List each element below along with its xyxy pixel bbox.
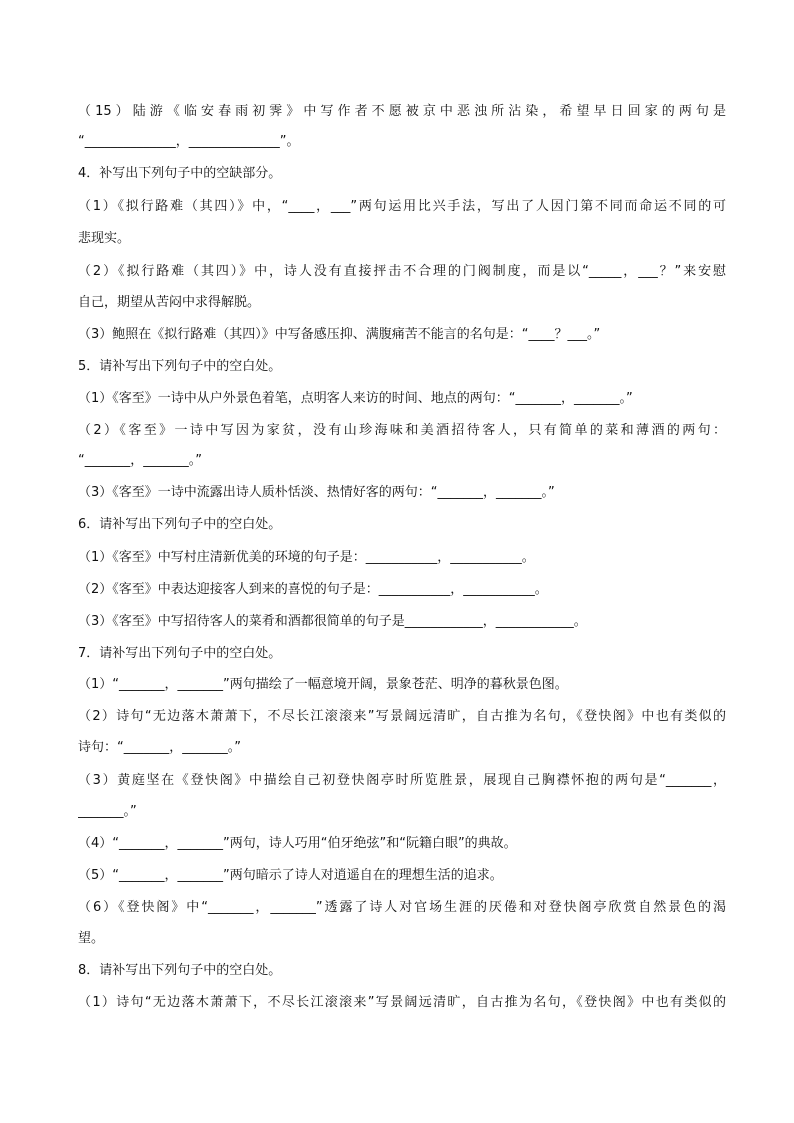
text-line: （1）《拟行路难（其四）》中，“____，___”两句运用比兴手法，写出了人因门第不同而命运不同的可	[78, 199, 726, 214]
text-line: （6）《登快阁》中“_______，_______”透露了诗人对官场生涯的厌倦和对登快阁亭欣赏自然景色的渴	[78, 900, 726, 915]
text-line: 7．请补写出下列句子中的空白处。	[78, 646, 282, 661]
text-line: 自己，期望从苦闷中求得解脱。	[78, 295, 261, 310]
text-line: 5．请补写出下列句子中的空白处。	[78, 359, 282, 374]
text-line: （15）陆游《临安春雨初霁》中写作者不愿被京中恶浊所沾染，希望早日回家的两句是	[78, 104, 726, 119]
text-line: （1）诗句“无边落木萧萧下，不尽长江滚滚来”写景阔远清旷，自古推为名句，《登快阁》中也有类似的	[78, 995, 726, 1010]
text-line: （1）《客至》中写村庄清新优美的环境的句子是：___________，___________。	[78, 550, 535, 565]
text-line: （3）鲍照在《拟行路难（其四）》中写备感压抑、满腹痛苦不能言的名句是：“____？___。”	[78, 327, 601, 342]
text-line: （1）“_______，_______”两句描绘了一幅意境开阔，景象苍茫、明净的暮秋景色图。	[78, 677, 568, 692]
text-line: 8．请补写出下列句子中的空白处。	[78, 963, 282, 978]
text-line: （3）黄庭坚在《登快阁》中描绘自己初登快阁亭时所览胜景，展现自己胸襟怀抱的两句是“_______，	[78, 773, 726, 788]
text-line: （1）《客至》一诗中从户外景色着笔，点明客人来访的时间、地点的两句：“_______，_______。”	[78, 391, 633, 406]
text-line: 望。	[78, 931, 105, 946]
text-line: 诗句：“_______，_______。”	[78, 740, 241, 755]
text-line: “_______，_______。”	[78, 453, 202, 468]
text-line: （3）《客至》一诗中流露出诗人质朴恬淡、热情好客的两句：“_______，_______。”	[78, 485, 555, 500]
text-line: “______________，______________”。	[78, 134, 300, 149]
text-line: （2）《拟行路难（其四）》中，诗人没有直接抨击不合理的门阀制度，而是以“_____，___？”来安慰	[78, 264, 726, 279]
text-line: 6．请补写出下列句子中的空白处。	[78, 517, 282, 532]
text-line: （4）“_______，_______”两句，诗人巧用“伯牙绝弦”和“阮籍白眼”的典故。	[78, 836, 517, 851]
text-line: （2）诗句“无边落木萧萧下，不尽长江滚滚来”写景阔远清旷，自古推为名句，《登快阁》中也有类似的	[78, 709, 726, 724]
text-line: _______。”	[78, 804, 137, 819]
text-line: （3）《客至》中写招待客人的菜肴和酒都很简单的句子是____________，____________。	[78, 614, 587, 629]
text-line: 4．补写出下列句子中的空缺部分。	[78, 166, 282, 181]
text-line: （2）《客至》中表达迎接客人到来的喜悦的句子是：___________，___________。	[78, 582, 548, 597]
text-line: （5）“_______，_______”两句暗示了诗人对逍遥自在的理想生活的追求。	[78, 868, 503, 883]
text-line: （2）《客至》一诗中写因为家贫，没有山珍海味和美酒招待客人，只有简单的菜和薄酒的两句：	[78, 423, 726, 438]
text-line: 悲现实。	[78, 231, 131, 246]
